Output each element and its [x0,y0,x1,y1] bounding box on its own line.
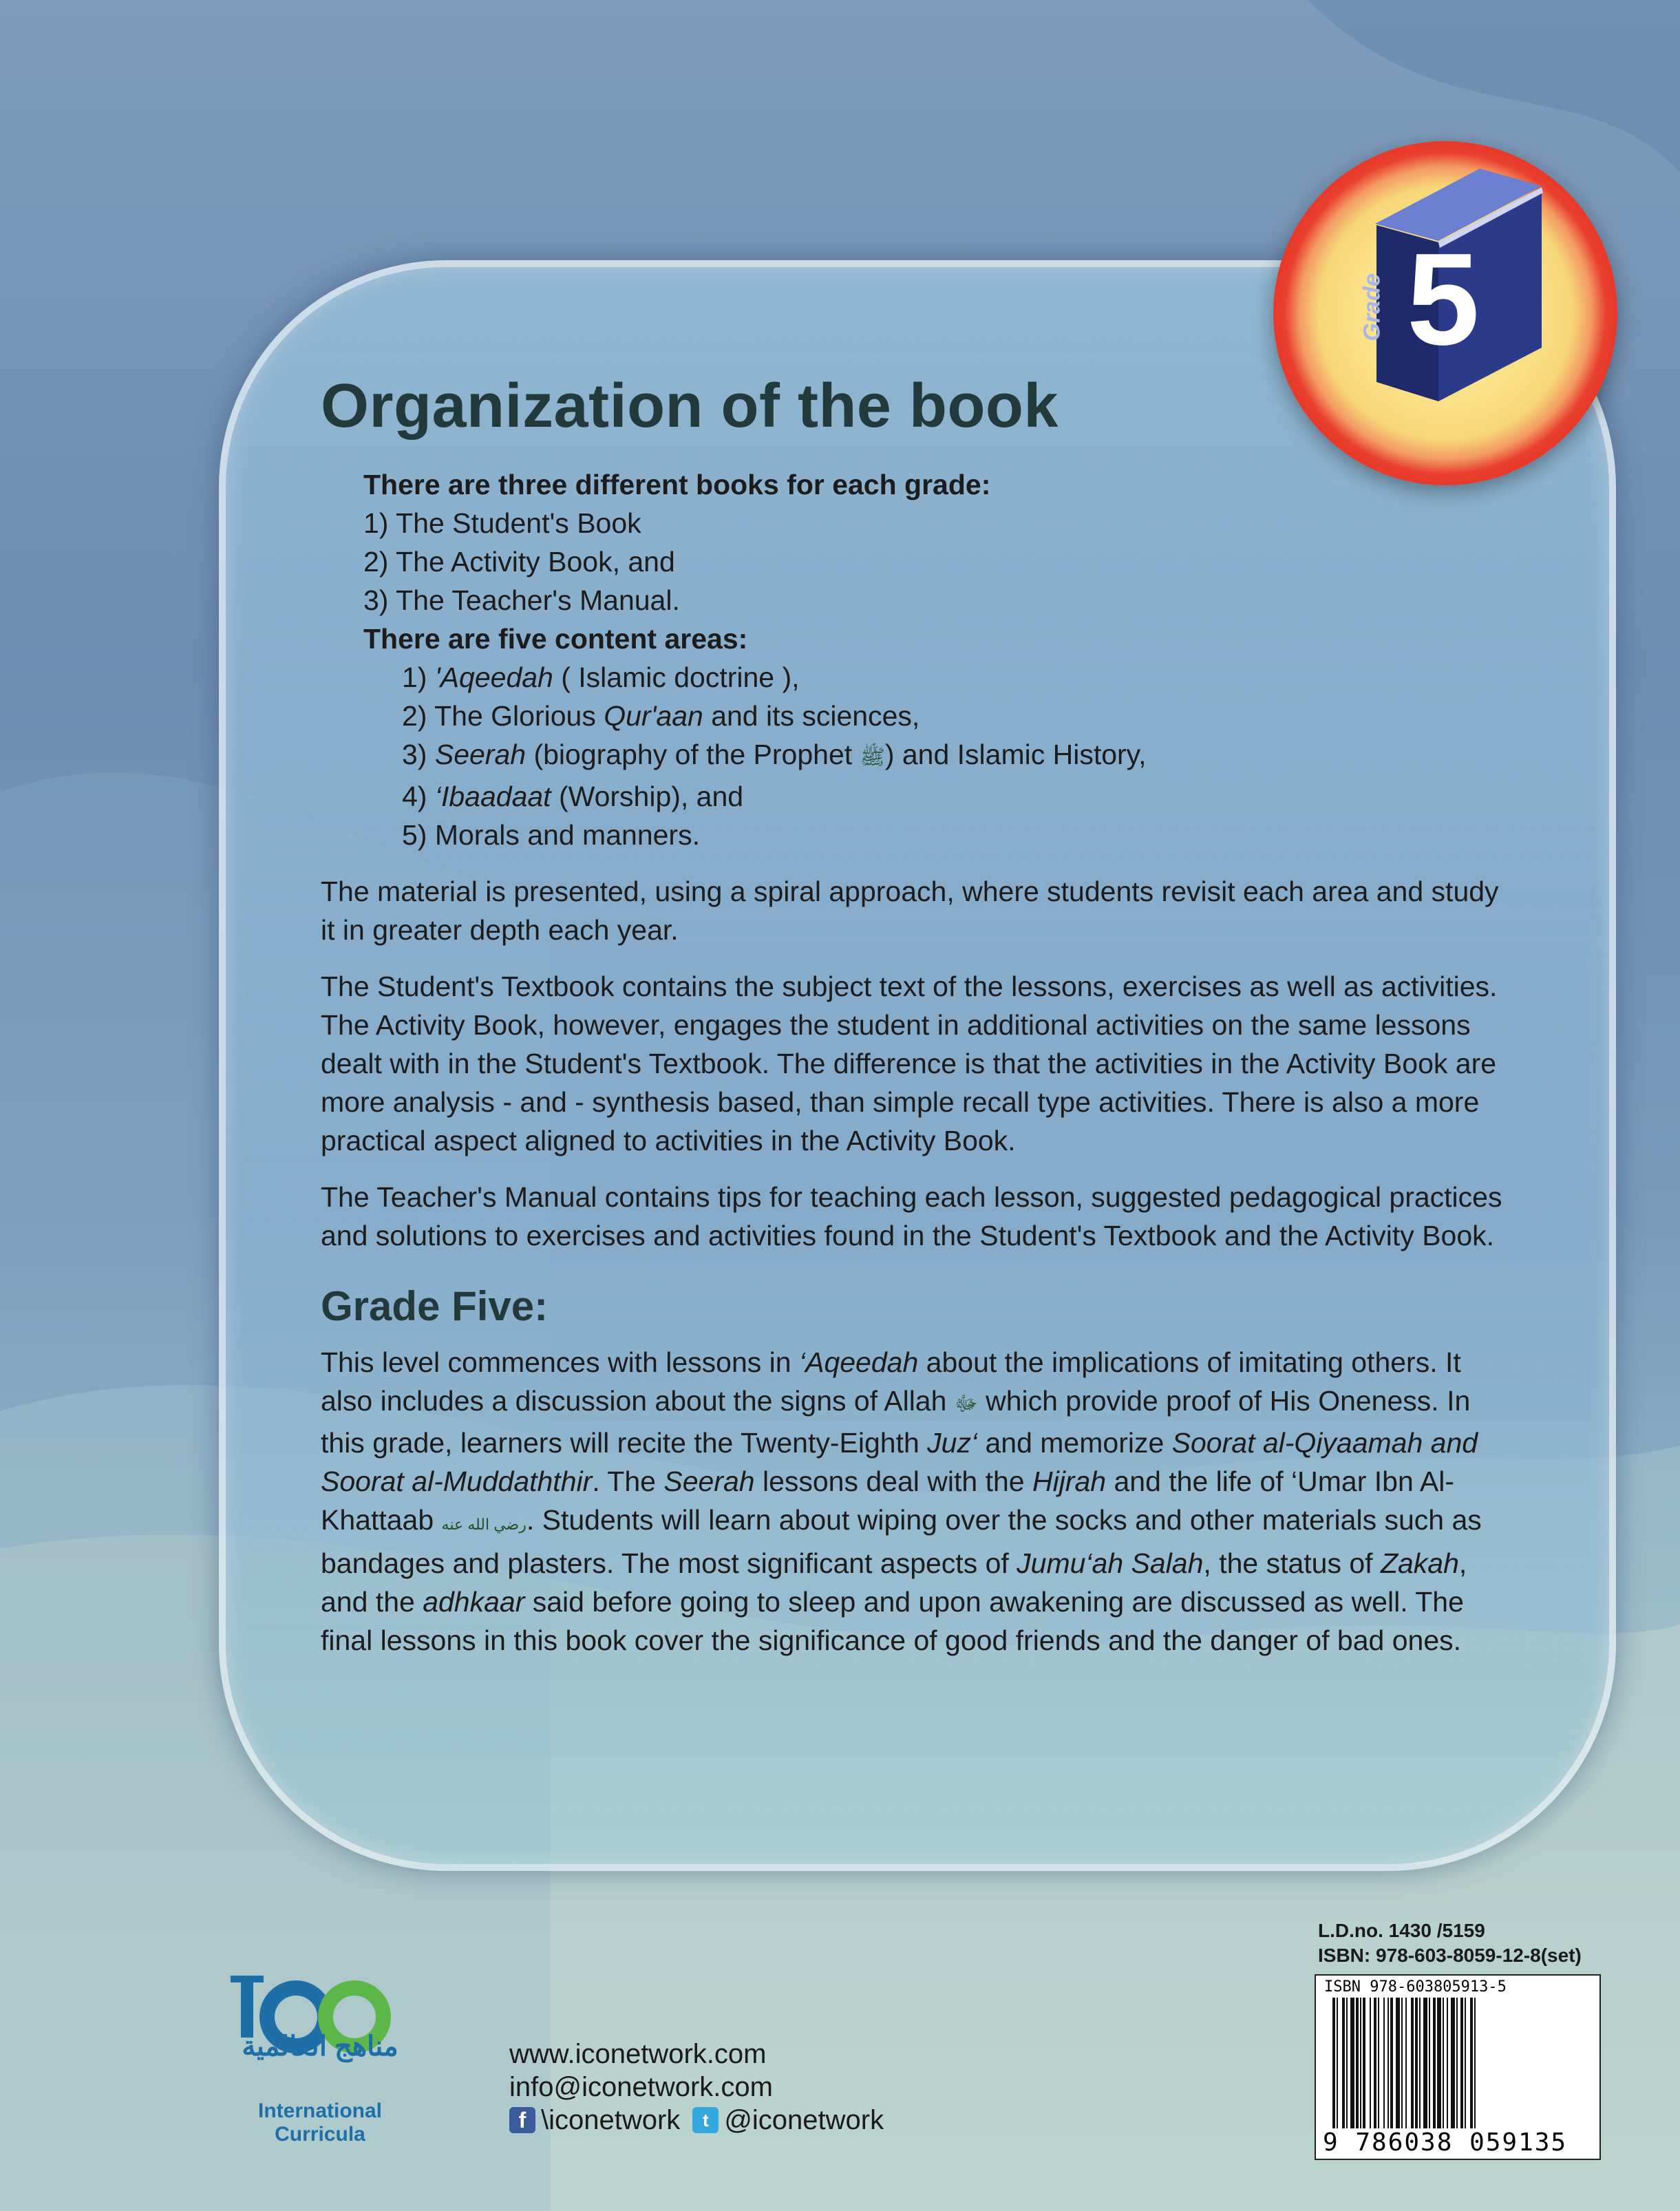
barcode-bar [1360,1998,1361,2135]
books-item-2: 2) The Activity Book, and [363,546,675,578]
barcode-bar [1429,1998,1430,2135]
barcode-isbn-text: ISBN 978-603805913-5 [1324,1978,1507,1996]
deposit-number: L.D.no. 1430 /5159 [1318,1920,1485,1941]
facebook-handle[interactable]: \iconetwork [541,2105,681,2135]
barcode-bar [1451,1998,1455,2135]
barcode-bar [1356,1998,1359,2135]
barcode-bar [1465,1998,1466,2135]
publisher-english-name: International Curricula [257,2099,382,2146]
barcode-bar [1346,1998,1348,2135]
twitter-icon[interactable]: t [692,2107,719,2133]
barcode-bar [1332,1998,1335,2135]
barcode-bar [1396,1998,1400,2135]
contact-info [509,2038,884,2137]
social-row [509,2104,884,2137]
barcode-bar [1363,1998,1365,2135]
barcode-bar [1383,1998,1385,2135]
barcode-bar [1460,1998,1463,2135]
barcode-bar [1390,1998,1393,2135]
honorific-glyph: ﷺ [860,746,885,769]
barcode-bar [1405,1998,1407,2135]
grade-number: 5 [1407,226,1480,372]
areas-item-3: 3) Seerah (biography of the Prophet ﷺ) and Islamic History, [402,739,1147,770]
areas-heading: There are five content areas: [363,623,748,655]
barcode-bar [1419,1998,1421,2135]
barcode-bar [1456,1998,1458,2135]
barcode-bars [1332,1998,1584,2135]
barcode-bar [1423,1998,1427,2135]
books-heading: There are three different books for each grade: [363,469,991,500]
barcode-number: 9 786038 059135 [1323,2128,1568,2157]
areas-item-1: 1) 'Aqeedah ( Islamic doctrine ), [402,662,800,693]
books-item-1: 1) The Student's Book [363,507,641,539]
grade-five-paragraph: This level commences with lessons in ‘Aqeedah about the implications of imitating others. It also includes a discussion about the signs of Allah ﷻ which provide proof of His Oneness. In this grade, learners will recite the Twenty-Eighth Juz‘ and memorize Soorat al-Qiyaamah and Soorat al-Muddaththir. The Seerah lessons deal with the Hijrah and the life of ‘Umar Ibn Al-Khattaab رضي الله عنه. Students will learn about wiping over the socks and other materials such as bandages and plasters. The most significant aspects of Jumu‘ah Salah, the status of Zakah, and the adhkaar said before going to sleep and upon awakening are discussed as well. The final lessons in this book cover the significance of good friends and the danger of bad ones. [321,1346,1482,1656]
barcode-bar [1378,1998,1379,2135]
honorific-glyph: رضي الله عنه [441,1516,527,1533]
paragraph-teacher-manual: The Teacher's Manual contains tips for teaching each lesson, suggested pedagogical practices and solutions to exercises and activities found in the Student's Textbook and the Activity Book. [321,1181,1502,1251]
barcode-bar [1401,1998,1403,2135]
barcode-bar [1437,1998,1441,2135]
facebook-icon[interactable]: f [509,2107,535,2133]
barcode-bar [1370,1998,1371,2135]
barcode-bar [1374,1998,1376,2135]
website-link[interactable]: www.iconetwork.com [509,2039,767,2069]
barcode-bar [1470,1998,1473,2135]
isbn-set: ISBN: 978-603-8059-12-8(set) [1318,1945,1582,1966]
barcode-bar [1337,1998,1338,2135]
email-link[interactable]: info@iconetwork.com [509,2072,773,2102]
barcode-bar [1447,1998,1448,2135]
barcode-bar [1350,1998,1354,2135]
twitter-handle[interactable]: @iconetwork [724,2105,884,2135]
barcode-bar [1411,1998,1414,2135]
grade-word: Grade [1359,273,1385,341]
main-content [321,372,1511,1660]
legal-info [1318,1918,1582,1968]
areas-item-4: 4) ‘Ibaadaat (Worship), and [402,781,744,812]
barcode-bar [1443,1998,1444,2135]
barcode-bar [1415,1998,1418,2135]
areas-item-5: 5) Morals and manners. [402,819,700,851]
isbn-barcode [1315,1974,1601,2160]
grade-five-heading: Grade Five: [321,1283,549,1329]
publisher-arabic-name: مناهج العالمية [242,2031,398,2062]
barcode-bar [1433,1998,1436,2135]
page-title: Organization of the book [321,372,1059,441]
barcode-bar [1474,1998,1476,2135]
books-item-3: 3) The Teacher's Manual. [363,584,680,616]
books-list [321,465,1511,854]
paragraph-spiral: The material is presented, using a spiral approach, where students revisit each area and study it in greater depth each year. [321,876,1499,946]
areas-item-2: 2) The Glorious Qur'aan and its sciences, [402,700,920,732]
barcode-bar [1342,1998,1345,2135]
barcode-bar [1387,1998,1389,2135]
paragraph-textbook: The Student's Textbook contains the subject text of the lessons, exercises as well as activities. The Activity Book, however, engages the student in additional activities on the same lessons dealt with in the Student's Textbook. The difference is that the activities in the Activity Book are more analysis - and - synthesis based, than simple recall type activities. There is also a more practical aspect aligned to activities in the Activity Book. [321,971,1498,1156]
honorific-glyph: ﷻ [954,1393,978,1415]
